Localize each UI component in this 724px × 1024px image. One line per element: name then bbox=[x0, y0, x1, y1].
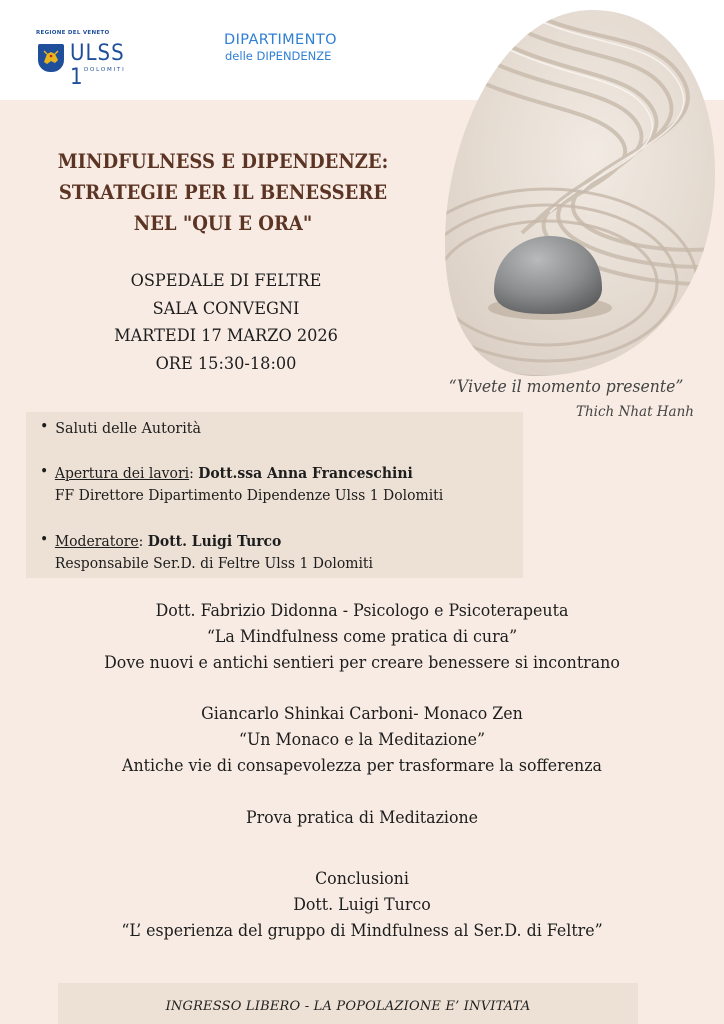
conclusions-label: Conclusioni bbox=[315, 869, 409, 889]
zen-stone-image bbox=[442, 8, 717, 378]
venue-date: MARTEDI 17 MARZO 2026 bbox=[114, 326, 338, 346]
opening-separator: : bbox=[189, 464, 199, 482]
department-logo bbox=[224, 32, 384, 63]
moderator-role: Responsabile Ser.D. di Feltre Ulss 1 Dolomiti bbox=[54, 554, 373, 572]
department-line-2: delle DIPENDENZE bbox=[225, 49, 332, 63]
quote-author: Thich Nhat Hanh bbox=[575, 404, 694, 420]
venue-room: SALA CONVEGNI bbox=[152, 298, 300, 319]
conclusions-title: “L’ esperienza del gruppo di Mindfulness al Ser.D. di Feltre” bbox=[121, 921, 603, 941]
moderator-separator: : bbox=[138, 532, 148, 550]
bullet-icon: • bbox=[40, 530, 49, 548]
moderator-label: Moderatore bbox=[54, 532, 139, 550]
event-venue bbox=[11, 268, 440, 378]
talk1-description: Dove nuovi e antichi sentieri per creare benessere si incontrano bbox=[104, 653, 620, 673]
opening-role: FF Direttore Dipartimento Dipendenze Ulss 1 Dolomiti bbox=[54, 486, 444, 504]
talk2-description: Antiche vie di consapevolezza per trasformare la sofferenza bbox=[122, 756, 602, 776]
agenda-item-opening bbox=[40, 462, 443, 506]
venue-time: ORE 15:30-18:00 bbox=[155, 353, 297, 374]
department-line-1: DIPARTIMENTO bbox=[224, 32, 337, 48]
agenda-item-greetings bbox=[40, 417, 201, 439]
bullet-icon: • bbox=[40, 417, 49, 435]
moderator-name: Dott. Luigi Turco bbox=[147, 532, 282, 550]
talk2-speaker: Giancarlo Shinkai Carboni- Monaco Zen bbox=[201, 704, 523, 724]
conclusions-speaker: Dott. Luigi Turco bbox=[293, 895, 431, 915]
talk1-title: “La Mindfulness come pratica di cura” bbox=[206, 627, 518, 647]
agenda-box bbox=[26, 412, 523, 578]
ulss-logo bbox=[36, 30, 136, 90]
ulss-name: ULSS 1 bbox=[70, 41, 125, 90]
talk1-speaker: Dott. Fabrizio Didonna - Psicologo e Psicoterapeuta bbox=[155, 601, 569, 621]
ulss-sub-label: DOLOMITI bbox=[84, 67, 126, 73]
opening-name: Dott.ssa Anna Franceschini bbox=[198, 464, 413, 482]
quote-text: “Vivete il momento presente” bbox=[448, 377, 684, 397]
event-title bbox=[22, 146, 423, 239]
lion-of-saint-mark-icon bbox=[38, 44, 64, 72]
title-line-1: MINDFULNESS E DIPENDENZE: bbox=[57, 149, 389, 173]
ulss-region-label: REGIONE DEL VENETO bbox=[36, 30, 110, 36]
agenda-item-moderator bbox=[40, 530, 373, 574]
talk2-title: “Un Monaco e la Meditazione” bbox=[238, 730, 486, 750]
footer-text: INGRESSO LIBERO - LA POPOLAZIONE E’ INVITATA bbox=[165, 999, 531, 1014]
agenda-greetings-text: Saluti delle Autorità bbox=[55, 419, 202, 437]
footer-banner bbox=[58, 983, 638, 1024]
opening-label: Apertura dei lavori bbox=[54, 464, 190, 482]
meditation-practice: Prova pratica di Meditazione bbox=[245, 808, 479, 828]
title-line-3: NEL "QUI E ORA" bbox=[133, 211, 313, 235]
title-line-2: STRATEGIE PER IL BENESSERE bbox=[58, 180, 388, 204]
venue-place: OSPEDALE DI FELTRE bbox=[130, 271, 322, 291]
bullet-icon: • bbox=[40, 462, 49, 480]
